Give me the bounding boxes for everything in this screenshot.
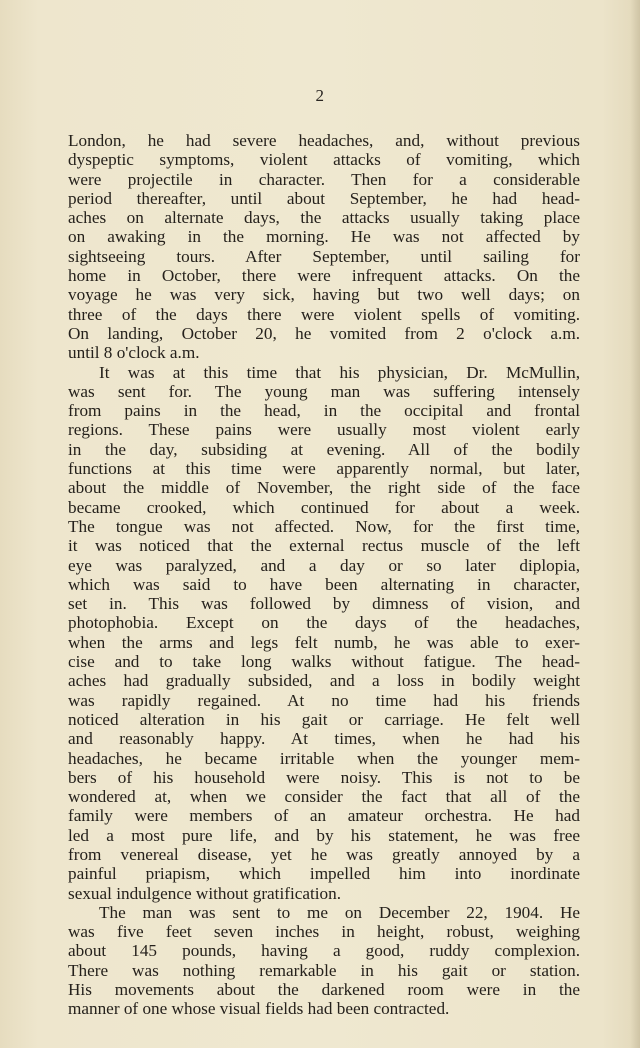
paragraph-2: [68, 363, 580, 903]
text-line: painful priapism, which impelled him into inordinate: [68, 864, 580, 884]
text-line: in the day, subsiding at evening. All of the bodily: [68, 439, 580, 459]
text-line: from pains in the head, in the occipital and frontal: [68, 401, 580, 421]
text-line: dyspeptic symptoms, violent attacks of vomiting, which: [68, 150, 580, 170]
paragraph-1: [68, 131, 580, 363]
text-line: The man was sent to me on December 22, 1904. He: [99, 902, 580, 922]
text-line: bers of his household were noisy. This is not to be: [68, 767, 580, 787]
text-line: period thereafter, until about September, he had head-: [68, 188, 580, 208]
text-line: regions. These pains were usually most violent early: [68, 420, 580, 440]
text-line: sightseeing tours. After September, until sailing for: [68, 246, 580, 266]
text-line: functions at this time were apparently normal, but later,: [68, 459, 580, 479]
text-line: London, he had severe headaches, and, without previous: [68, 131, 580, 150]
text-line: led a most pure life, and by his statement, he was free: [68, 825, 580, 845]
text-line: family were members of an amateur orchestra. He had: [68, 806, 580, 826]
text-line: sexual indulgence without gratification.: [68, 883, 342, 903]
text-line: noticed alteration in his gait or carriage. He felt well: [68, 709, 580, 729]
text-line: when the arms and legs felt numb, he was able to exer-: [68, 632, 580, 652]
text-line: aches on alternate days, the attacks usually taking place: [68, 208, 580, 228]
text-line: from venereal disease, yet he was greatly annoyed by a: [68, 844, 580, 864]
text-line: three of the days there were violent spells of vomiting.: [68, 304, 580, 324]
text-line: and reasonably happy. At times, when he had his: [68, 729, 580, 749]
text-line: which was said to have been alternating in character,: [68, 574, 580, 594]
text-line: His movements about the darkened room were in the: [68, 980, 580, 1000]
text-line: became crooked, which continued for about a week.: [68, 497, 580, 517]
text-line: was five feet seven inches in height, robust, weighing: [68, 922, 580, 942]
text-line: set in. This was followed by dimness of vision, and: [68, 594, 580, 614]
text-line: about 145 pounds, having a good, ruddy complexion.: [68, 941, 580, 961]
text-line: photophobia. Except on the days of the headaches,: [68, 613, 580, 633]
page-edge-shadow: [630, 0, 640, 1048]
text-line: voyage he was very sick, having but two well days; on: [68, 285, 580, 305]
text-line: It was at this time that his physician, Dr. McMullin,: [99, 362, 580, 382]
text-line: until 8 o'clock a.m.: [68, 343, 200, 363]
text-line: was sent for. The young man was suffering intensely: [68, 381, 580, 401]
text-line: it was noticed that the external rectus muscle of the left: [68, 536, 580, 556]
page-number: 2: [315, 86, 325, 105]
paragraph-3: [68, 903, 580, 1019]
text-line: were projectile in character. Then for a considerable: [68, 169, 580, 189]
text-line: cise and to take long walks without fatigue. The head-: [68, 652, 580, 672]
text-line: on awaking in the morning. He was not affected by: [68, 227, 580, 247]
text-line: home in October, there were infrequent attacks. On the: [68, 266, 580, 286]
text-line: manner of one whose visual fields had been contracted.: [68, 999, 450, 1019]
text-line: There was nothing remarkable in his gait or station.: [68, 960, 580, 980]
text-line: headaches, he became irritable when the younger mem-: [68, 748, 580, 768]
text-line: aches had gradually subsided, and a loss in bodily weight: [68, 671, 580, 691]
text-line: wondered at, when we consider the fact that all of the: [68, 787, 580, 807]
text-line: On landing, October 20, he vomited from 2 o'clock a.m.: [68, 323, 580, 343]
text-line: was rapidly regained. At no time had his friends: [68, 690, 580, 710]
text-line: eye was paralyzed, and a day or so later diplopia,: [68, 555, 580, 575]
text-line: The tongue was not affected. Now, for the first time,: [68, 516, 580, 536]
body-text: [68, 131, 580, 1019]
text-line: about the middle of November, the right side of the face: [68, 478, 580, 498]
